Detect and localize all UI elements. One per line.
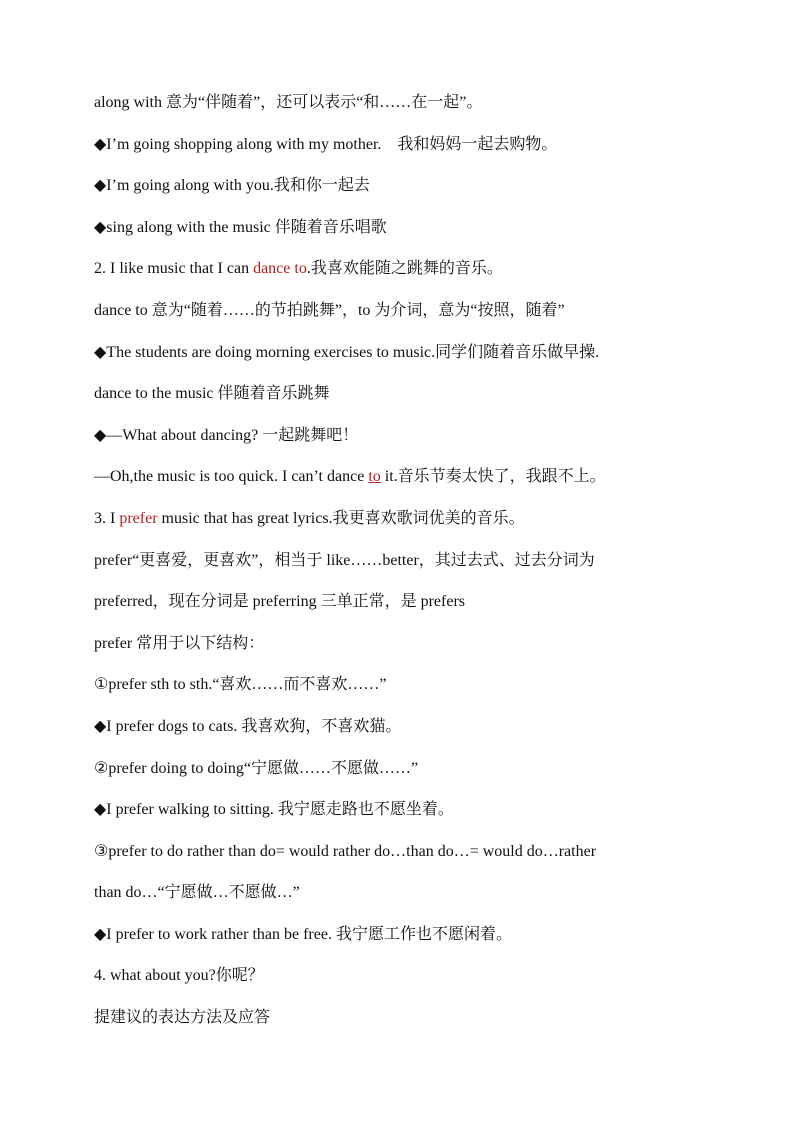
text-line-dance-to: dance to 意为“随着……的节拍跳舞”，to 为介词，意为“按照，随着” (94, 301, 565, 319)
point-2-pre: 2. I like music that I can (94, 260, 254, 278)
point-2-post: .我喜欢能随之跳舞的音乐。 (306, 260, 503, 278)
structure-2: ②prefer doing to doing“宁愿做……不愿做……” (94, 759, 419, 777)
document-page (94, 82, 706, 1039)
point-3-post: music that has great lyrics.我更喜欢歌词优美的音乐。 (157, 509, 525, 527)
example-line-3: ◆sing along with the music 伴随着音乐唱歌 (94, 218, 387, 236)
prefer-explain-1: prefer“更喜爱，更喜欢”，相当于 like……better，其过去式、过去分词为 (94, 551, 595, 569)
point-3-heading (94, 498, 706, 540)
structure-1: ①prefer sth to sth.“喜欢……而不喜欢……” (94, 676, 387, 694)
text-line-1: along with 意为“伴随着”，还可以表示“和……在一起”。 (94, 94, 483, 111)
dialogue-line (94, 456, 706, 498)
point-2-highlight: dance to (253, 260, 307, 278)
point-3-pre: 3. I (94, 509, 120, 527)
structure-3: ③prefer to do rather than do= would rather do…than do…= would do…rather (94, 842, 597, 860)
dialogue-post: it.音乐节奏太快了，我跟不上。 (380, 468, 606, 486)
dialogue-highlight: to (368, 468, 381, 486)
example-line-5: ◆—What about dancing? 一起跳舞吧！ (94, 426, 359, 444)
structure-3-cont: than do…“宁愿做…不愿做…” (94, 884, 300, 902)
example-line-8: ◆I prefer to work rather than be free. 我宁愿工作也不愿闲着。 (94, 925, 512, 943)
dialogue-pre: —Oh,the music is too quick. I can’t dance (94, 468, 369, 486)
example-line-6: ◆I prefer dogs to cats. 我喜欢狗，不喜欢猫。 (94, 717, 402, 735)
prefer-explain-2: preferred，现在分词是 preferring 三单正常，是 prefers (94, 593, 465, 611)
point-2-heading (94, 248, 706, 290)
suggestion-heading: 提建议的表达方法及应答 (94, 1009, 271, 1027)
example-line-1: ◆I’m going shopping along with my mother. 我和妈妈一起去购物。 (94, 135, 558, 153)
prefer-structures-intro: prefer 常用于以下结构： (94, 634, 265, 652)
point-3-highlight: prefer (119, 509, 158, 527)
point-4-heading: 4. what about you?你呢？ (94, 967, 264, 985)
example-line-7: ◆I prefer walking to sitting. 我宁愿走路也不愿坐着。 (94, 801, 454, 819)
example-line-4: ◆The students are doing morning exercises to music.同学们随着音乐做早操. (94, 343, 600, 361)
example-line-2: ◆I’m going along with you.我和你一起去 (94, 177, 370, 195)
text-line-dance-music: dance to the music 伴随着音乐跳舞 (94, 385, 330, 403)
